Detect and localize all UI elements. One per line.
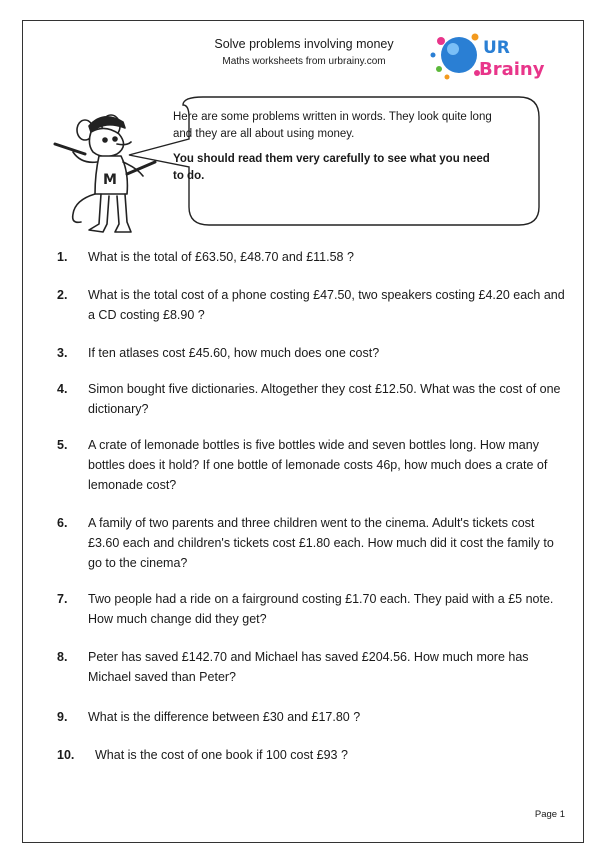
question-number: 4.: [57, 382, 68, 396]
question-text: A crate of lemonade bottles is five bottles wide and seven bottles long. How many bottles does it hold? If one bottle of lemonade costs 46p, how much does a crate of lemonade cost?: [88, 438, 548, 492]
question-number: 2.: [57, 288, 68, 302]
question-number: 8.: [57, 650, 68, 664]
question-number: 10.: [57, 748, 75, 762]
question-text: Peter has saved £142.70 and Michael has saved £204.56. How much more has Michael saved than Peter?: [88, 650, 529, 684]
question-number: 7.: [57, 592, 68, 606]
question-text: What is the cost of one book if 100 cost £93 ?: [95, 748, 348, 762]
question-number: 3.: [57, 346, 68, 360]
question-text: What is the total of £63.50, £48.70 and £11.58 ?: [88, 250, 354, 264]
question-number: 9.: [57, 710, 68, 724]
logo-text-brainy: Brainy: [479, 59, 545, 80]
question-number: 1.: [57, 250, 68, 264]
question-text: What is the total cost of a phone costing £47.50, two speakers costing £4.20 each and a CD costing £8.90 ?: [88, 288, 565, 322]
page-subtitle: Maths worksheets from urbrainy.com: [222, 56, 386, 67]
page-title: Solve problems involving money: [214, 37, 394, 51]
worksheet-page: [22, 20, 584, 843]
svg-text:M: M: [103, 172, 117, 188]
question-text: Two people had a ride on a fairground costing £1.70 each. They paid with a £5 note. How much change did they get?: [88, 592, 554, 626]
question-text: If ten atlases cost £45.60, how much does one cost?: [88, 346, 380, 360]
logo-text-ur: UR: [483, 38, 510, 58]
question-number: 6.: [57, 516, 68, 530]
page-number: Page 1: [534, 809, 565, 820]
bubble-instruction-text: You should read them very carefully to see what you need to do.: [173, 153, 490, 182]
speech-bubble-text: [173, 109, 503, 193]
question-text: A family of two parents and three children went to the cinema. Adult's tickets cost £3.60 each and children's tickets cost £1.80 each. How much did it cost the family to go to the cinema?: [88, 516, 554, 570]
bubble-intro-text: Here are some problems written in words. They look quite long and they are all about using money.: [173, 111, 492, 140]
question-text: What is the difference between £30 and £17.80 ?: [88, 710, 361, 724]
urbrainy-logo: [427, 27, 547, 87]
question-text: Simon bought five dictionaries. Altogether they cost £12.50. What was the cost of one dictionary?: [88, 382, 561, 416]
question-number: 5.: [57, 438, 68, 452]
